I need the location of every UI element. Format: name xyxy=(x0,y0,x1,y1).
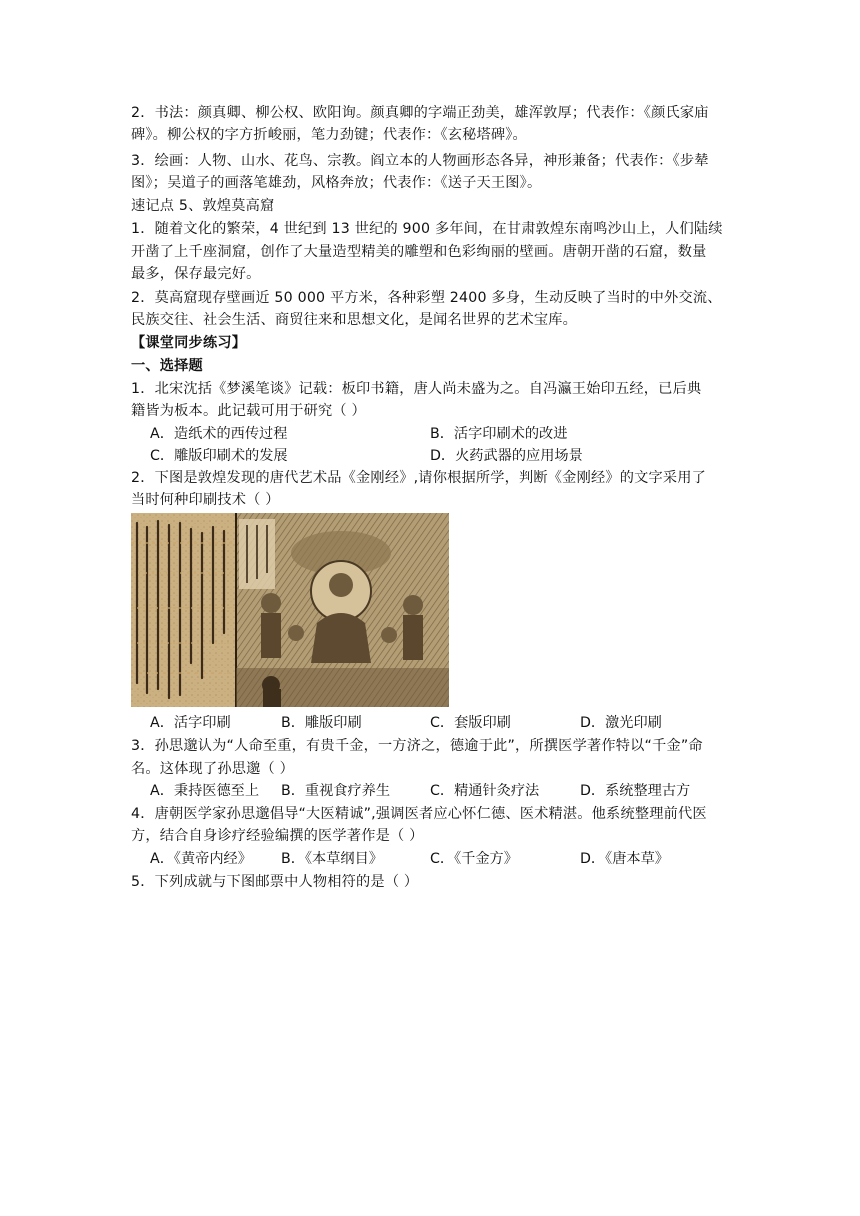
question-2-stem: 2．下图是敦煌发现的唐代艺术品《金刚经》,请你根据所学，判断《金刚经》的文字采用了 xyxy=(131,470,707,486)
question-4-stem: 方，结合自身诊疗经验编撰的医学著作是（ ） xyxy=(131,828,424,844)
text-line: 2．莫高窟现存壁画近 50 000 平方米，各种彩塑 2400 多身，生动反映了当时的中外交流、 xyxy=(131,290,722,306)
choice-heading: 一、选择题 xyxy=(131,358,203,374)
question-3-option-a: A．秉持医德至上 xyxy=(150,783,260,799)
question-2-option-b: B．雕版印刷 xyxy=(281,715,362,731)
text-line: 2．书法：颜真卿、柳公权、欧阳询。颜真卿的字端正劲美，雄浑敦厚；代表作：《颜氏家庙 xyxy=(131,105,709,121)
question-3-option-c: C．精通针灸疗法 xyxy=(430,783,540,799)
text-line: 3．绘画：人物、山水、花鸟、宗教。阎立本的人物画形态各异，神形兼备；代表作：《步辇 xyxy=(131,153,709,169)
text-line: 1．随着文化的繁荣，4 世纪到 13 世纪的 900 多年间，在甘肃敦煌东南鸣沙山上，人们陆续 xyxy=(131,221,723,237)
text-line: 图》；吴道子的画落笔雄劲，风格奔放；代表作：《送子天王图》。 xyxy=(131,175,542,191)
question-4-option-c: C．《千金方》 xyxy=(430,851,518,867)
question-4-option-b: B．《本草纲目》 xyxy=(281,851,383,867)
practice-title: 【课堂同步练习】 xyxy=(131,335,247,351)
question-2-option-a: A．活字印刷 xyxy=(150,715,231,731)
question-2-stem: 当时何种印刷技术（ ） xyxy=(131,492,280,508)
question-3-option-b: B．重视食疗养生 xyxy=(281,783,391,799)
text-line: 最多，保存最完好。 xyxy=(131,266,261,282)
question-4-stem: 4．唐朝医学家孙思邈倡导“大医精诚”,强调医者应心怀仁德、医术精湛。他系统整理前代医 xyxy=(131,806,707,822)
question-2-option-d: D．激光印刷 xyxy=(580,715,662,731)
text-line: 开凿了上千座洞窟，创作了大量造型精美的雕塑和色彩绚丽的壁画。唐朝开凿的石窟，数量 xyxy=(131,244,707,260)
question-1-option-d: D．火药武器的应用场景 xyxy=(430,448,583,464)
text-line: 碑》。柳公权的字方折峻丽，笔力劲键；代表作：《玄秘塔碑》。 xyxy=(131,127,527,143)
question-3-option-d: D．系统整理古方 xyxy=(580,783,691,799)
question-1-option-a: A．造纸术的西传过程 xyxy=(150,426,288,442)
question-1-option-c: C．雕版印刷术的发展 xyxy=(150,448,288,464)
question-1-stem: 籍皆为板本。此记载可用于研究（ ） xyxy=(131,403,366,419)
question-5-stem: 5．下列成就与下图邮票中人物相符的是（ ） xyxy=(131,874,419,890)
question-2-option-c: C．套版印刷 xyxy=(430,715,511,731)
text-line: 民族交往、社会生活、商贸往来和思想文化，是闻名世界的艺术宝库。 xyxy=(131,312,578,328)
question-3-stem: 3．孙思邈认为“人命至重，有贵千金，一方济之，德逾于此”，所撰医学著作特以“千金”命 xyxy=(131,738,703,754)
question-3-stem: 名。这体现了孙思邈（ ） xyxy=(131,761,294,777)
question-4-option-d: D．《唐本草》 xyxy=(580,851,669,867)
diamond-sutra-image xyxy=(131,513,449,707)
question-1-stem: 1．北宋沈括《梦溪笔谈》记载：板印书籍，唐人尚未盛为之。自冯瀛王始印五经，已后典 xyxy=(131,381,702,397)
question-4-option-a: A．《黄帝内经》 xyxy=(150,851,252,867)
section-heading: 速记点 5、敦煌莫高窟 xyxy=(131,198,275,214)
question-1-option-b: B．活字印刷术的改进 xyxy=(430,426,568,442)
